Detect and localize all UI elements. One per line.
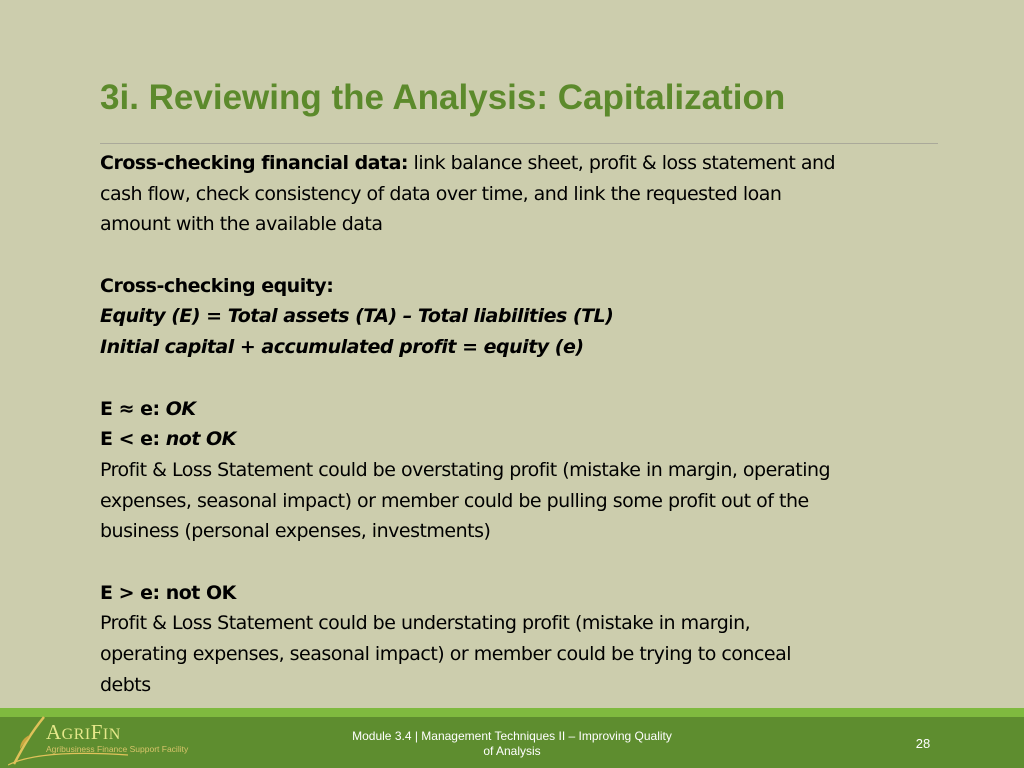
equity-label: Cross-checking equity: (100, 274, 334, 297)
equity-formula: Equity (E) = Total assets (TA) – Total liabilities (TL) (100, 305, 614, 328)
slide-body (100, 148, 946, 700)
case-label: E < e: (100, 428, 166, 451)
body-line: business (personal expenses, investments) (100, 520, 491, 543)
body-line: operating expenses, seasonal impact) or member could be trying to conceal (100, 643, 792, 665)
financial-data-text: link balance sheet, profit & loss statement and (408, 152, 836, 174)
equity-formula: Initial capital + accumulated profit = equity (e) (100, 336, 584, 359)
body-line: cash flow, check consistency of data over time, and link the requested loan (100, 182, 782, 205)
module-caption-line: of Analysis (483, 744, 541, 758)
case-less (100, 424, 946, 455)
case-verdict: not OK (165, 428, 236, 451)
module-caption (290, 729, 734, 759)
slide-title: 3i. Reviewing the Analysis: Capitalization (100, 78, 786, 117)
page-number: 28 (915, 736, 931, 751)
body-line: amount with the available data (100, 213, 383, 236)
case-greater: E > e: not OK (100, 581, 236, 604)
paragraph-gap (100, 240, 946, 271)
logo-wordmark: AGRIFIN (46, 720, 121, 744)
case-verdict: OK (165, 397, 196, 420)
case-label: E ≈ e: (100, 397, 166, 420)
logo-tagline: Agribusiness Finance Support Facility (46, 744, 189, 754)
paragraph-gap (100, 547, 946, 578)
title-divider (100, 143, 938, 144)
paragraph-gap (100, 363, 946, 394)
body-line: expenses, seasonal impact) or member could be pulling some profit out of the (100, 489, 809, 512)
case-approx (100, 394, 946, 425)
body-line (100, 148, 946, 179)
body-line: Profit & Loss Statement could be understating profit (mistake in margin, (100, 612, 751, 635)
body-line: debts (100, 673, 151, 696)
body-line: Profit & Loss Statement could be overstating profit (mistake in margin, operating (100, 458, 831, 481)
module-caption-line: Module 3.4 | Management Techniques II – Improving Quality (352, 729, 672, 743)
financial-data-label: Cross-checking financial data: (100, 152, 408, 174)
